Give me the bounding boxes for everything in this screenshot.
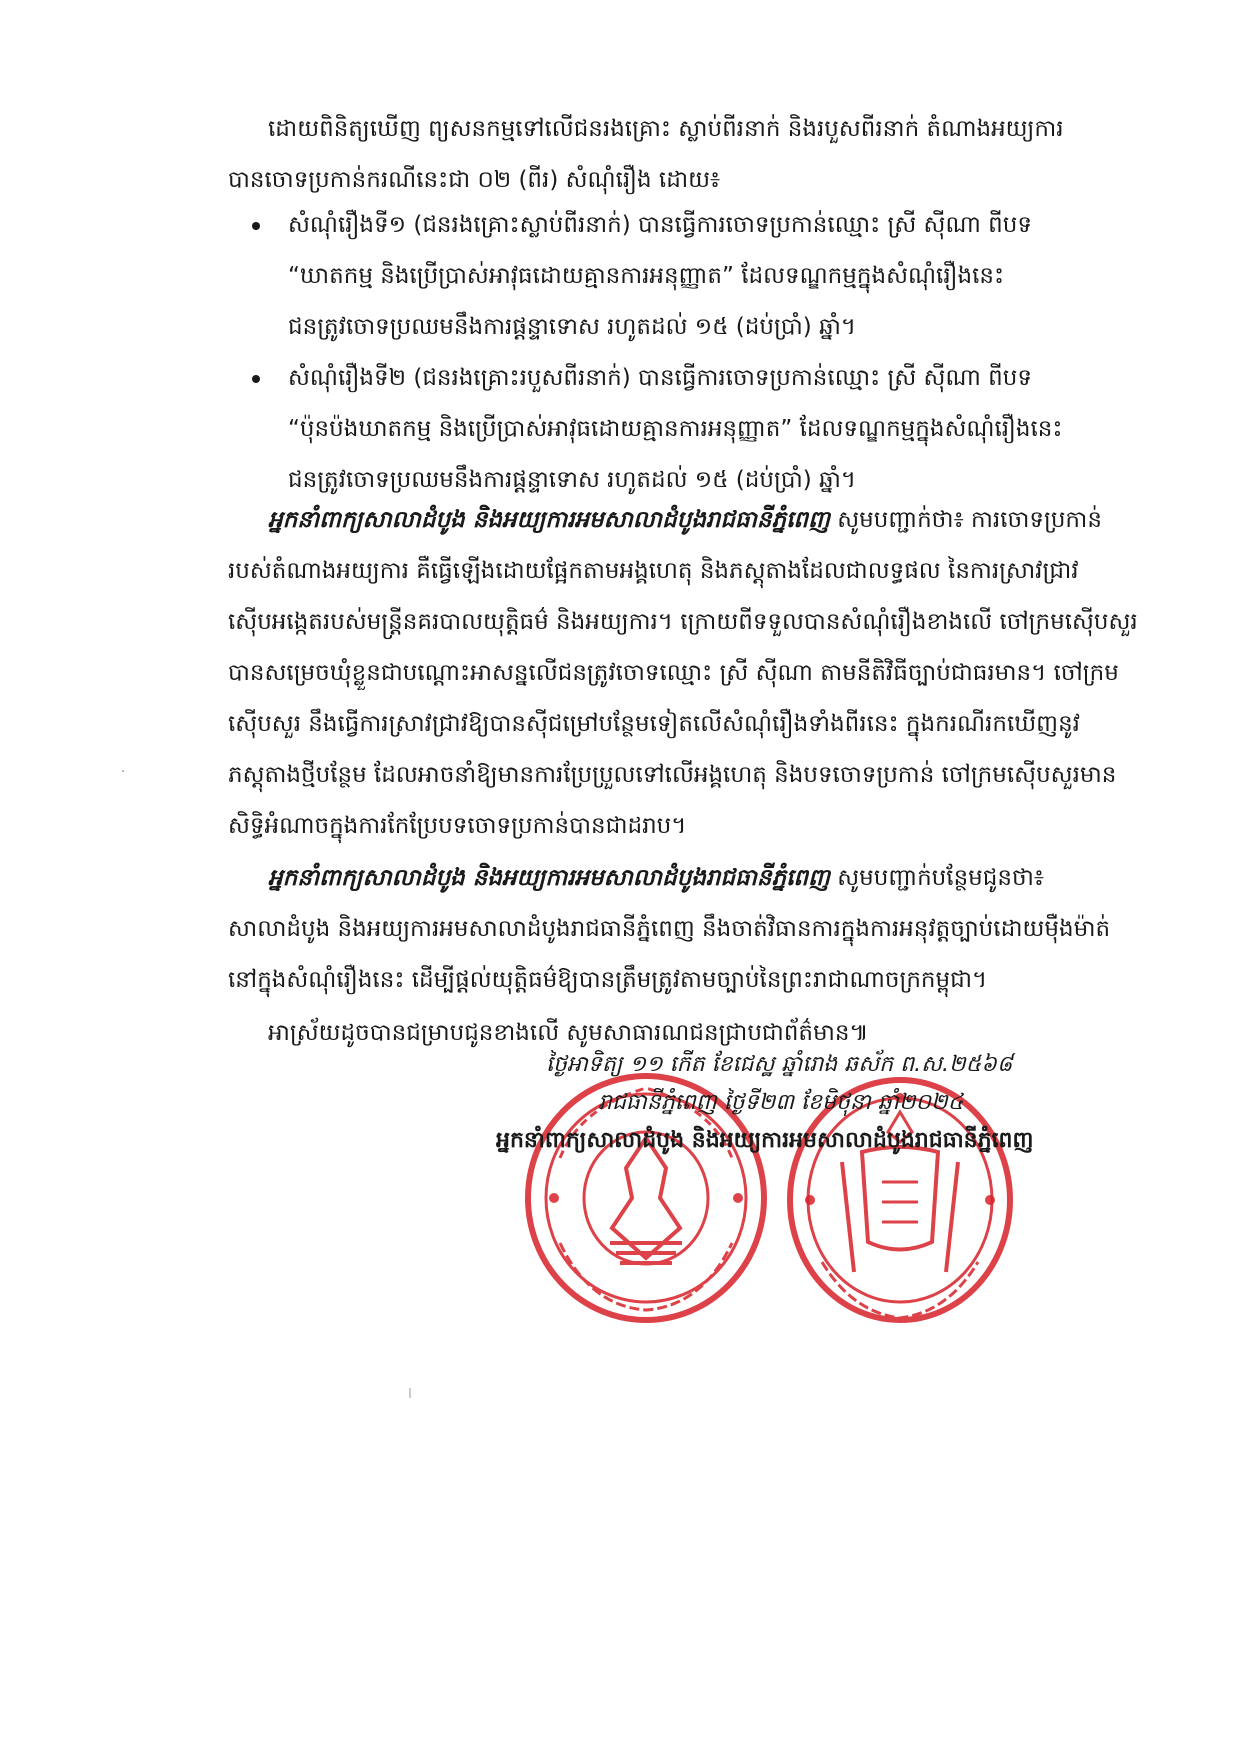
bullet-1-line-1: សំណុំរឿងទី១ (ជនរងគ្រោះស្លាប់ពីរនាក់) បានធ្វើការចោទប្រកាន់ឈ្មោះ ស្រី ស៊ីណា ពីបទ bbox=[288, 212, 1032, 238]
para2-line-1-rest: សូមបញ្ជាក់ថា៖ ការចោទប្រកាន់ bbox=[829, 507, 1102, 533]
bullet-2-line-1: សំណុំរឿងទី២ (ជនរងគ្រោះរបួសពីរនាក់) បានធ្វើការចោទប្រកាន់ឈ្មោះ ស្រី ស៊ីណា ពីបទ bbox=[288, 365, 1032, 391]
signatory-title: អ្នកនាំពាក្យសាលាដំបូង និងអយ្យការអមសាលាដំបូងរាជធានីភ្នំពេញ bbox=[496, 1128, 1034, 1153]
spokesperson-title: អ្នកនាំពាក្យសាលាដំបូង និងអយ្យការអមសាលាដំបូងរាជធានីភ្នំពេញ bbox=[268, 507, 830, 533]
scan-speck bbox=[122, 770, 124, 772]
intro-paragraph bbox=[228, 104, 1168, 206]
para2-line-4: បានសម្រេចឃុំខ្លួនជាបណ្តោះអាសន្នលើជនត្រូវចោទឈ្មោះ ស្រី ស៊ីណា តាមនីតិវិធីច្បាប់ជាធរមាន។ ចៅក្រម bbox=[228, 660, 1119, 686]
bullet-case-2 bbox=[288, 353, 1168, 506]
bullet-2-line-3: ជនត្រូវចោទប្រឈមនឹងការផ្តន្ទាទោស រហូតដល់ ១៥ (ដប់ប្រាំ) ឆ្នាំ។ bbox=[288, 467, 857, 493]
para2-line-5: ស៊ើបសួរ នឹងធ្វើការស្រាវជ្រាវឱ្យបានស៊ីជម្រៅបន្ថែមទៀតលើសំណុំរឿងទាំងពីរនេះ ក្នុងករណីរកឃើញនូវ bbox=[228, 711, 1080, 737]
spokesperson-title: អ្នកនាំពាក្យសាលាដំបូង និងអយ្យការអមសាលាដំបូងរាជធានីភ្នំពេញ bbox=[268, 865, 830, 891]
closing-text: អាស្រ័យដូចបានជម្រាបជូនខាងលើ សូមសាធារណជនជ្រាបជាព័ត៌មាន៕ bbox=[268, 1020, 869, 1046]
para2-line-6: ភស្តុតាងថ្មីបន្ថែម ដែលអាចនាំឱ្យមានការប្រែប្រួលទៅលើអង្គហេតុ និងបទចោទប្រកាន់ ចៅក្រមស៊ើបសួរមាន bbox=[228, 762, 1117, 788]
lunar-date: ថ្ងៃអាទិត្យ ១១ កើត ខែជេស្ឋ ឆ្នាំរោង ឆស័ក ព.ស.២៥៦៨ bbox=[546, 1052, 1013, 1077]
bullet-1-line-3: ជនត្រូវចោទប្រឈមនឹងការផ្តន្ទាទោស រហូតដល់ ១៥ (ដប់ប្រាំ) ឆ្នាំ។ bbox=[288, 314, 857, 340]
para2-line-3: ស៊ើបអង្កេតរបស់មន្ត្រីនគរបាលយុត្តិធម៌ និងអយ្យការ។ ក្រោយពីទទួលបានសំណុំរឿងខាងលើ ចៅក្រមស៊ើបសួរ bbox=[228, 609, 1138, 635]
para2-line-1 bbox=[228, 495, 1168, 546]
bullet-2-line-2: “ប៉ុនប៉ងឃាតកម្ម និងប្រើប្រាស់អាវុធដោយគ្មានការអនុញ្ញាត” ដែលទណ្ឌកម្មក្នុងសំណុំរឿងនេះ bbox=[288, 416, 1063, 442]
bullet-1-line-2: “ឃាតកម្ម និងប្រើប្រាស់អាវុធដោយគ្មានការអនុញ្ញាត” ដែលទណ្ឌកម្មក្នុងសំណុំរឿងនេះ bbox=[288, 263, 1005, 289]
intro-line-2: បានចោទប្រកាន់ករណីនេះជា ០២ (ពីរ) សំណុំរឿង ដោយ៖ bbox=[228, 167, 721, 193]
para3-line-2: សាលាដំបូង និងអយ្យការអមសាលាដំបូងរាជធានីភ្នំពេញ នឹងចាត់វិធានការក្នុងការអនុវត្តច្បាប់ដោយម៉ឺងម៉ាត់ bbox=[228, 916, 1111, 942]
para3-line-1-rest: សូមបញ្ជាក់បន្ថែមជូនថា៖ bbox=[829, 865, 1044, 891]
para2-line-7: សិទ្ធិអំណាចក្នុងការកែប្រែបទចោទប្រកាន់បានជាដរាប។ bbox=[228, 813, 687, 839]
spokesperson-paragraph bbox=[228, 495, 1168, 852]
scan-speck bbox=[409, 1388, 411, 1398]
para2-line-2: របស់តំណាងអយ្យការ គឺធ្វើឡើងដោយផ្អែកតាមអង្គហេតុ និងភស្តុតាងដែលជាលទ្ធផល នៃការស្រាវជ្រាវ bbox=[228, 558, 1079, 584]
intro-line-1: ដោយពិនិត្យឃើញ ព្យសនកម្មទៅលើជនរងគ្រោះ ស្លាប់ពីរនាក់ និងរបួសពីរនាក់ តំណាងអយ្យការ bbox=[268, 116, 1064, 142]
bullet-dot-icon bbox=[252, 222, 260, 230]
solar-date: រាជធានីភ្នំពេញ ថ្ងៃទី២៣ ខែមិថុនា ឆ្នាំ២០២៤ bbox=[598, 1090, 964, 1115]
para3-line-3: នៅក្នុងសំណុំរឿងនេះ ដើម្បីផ្តល់យុត្តិធម៌ឱ្យបានត្រឹមត្រូវតាមច្បាប់នៃព្រះរាជាណាចក្រកម្ពុជា។ bbox=[228, 967, 988, 993]
bullet-case-1 bbox=[288, 200, 1168, 353]
para3-line-1 bbox=[228, 853, 1168, 904]
bullet-dot-icon bbox=[252, 375, 260, 383]
additional-paragraph bbox=[228, 853, 1168, 1006]
